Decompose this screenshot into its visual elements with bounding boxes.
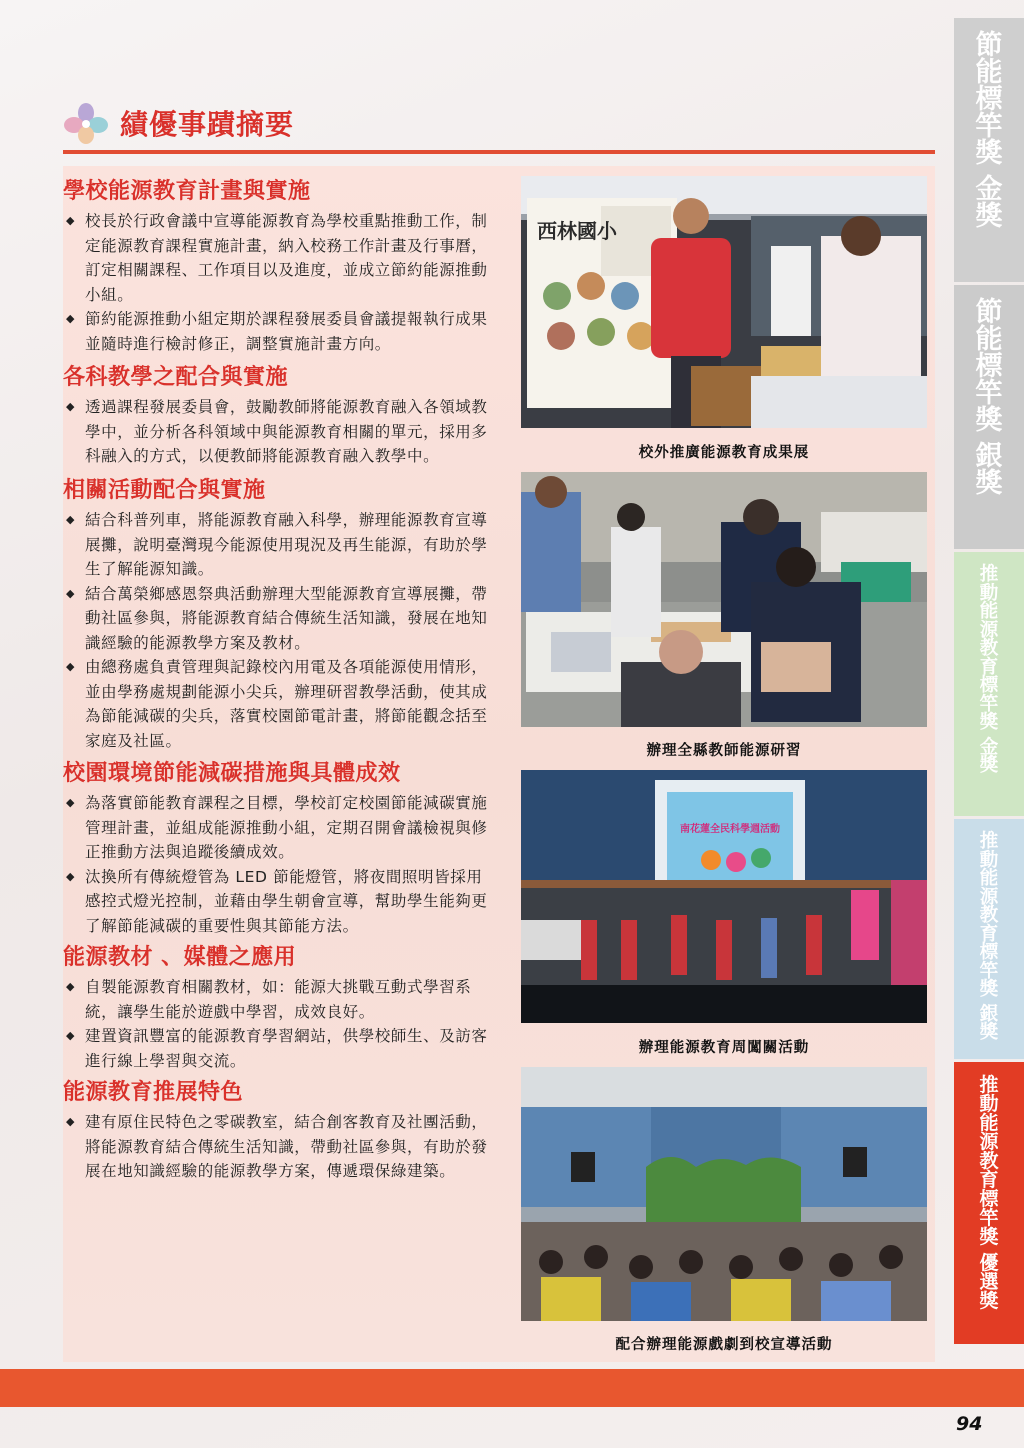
list-item-text: 透過課程發展委員會，鼓勵教師將能源教育融入各領域教學中，並分析各科領域中與能源教育相關的單元，採用多科融入的方式，以便教師將能源教育融入教學中。 bbox=[85, 398, 488, 465]
bullet-diamond-icon: ◆ bbox=[66, 660, 76, 673]
section-title: 各科教學之配合與實施 bbox=[63, 365, 289, 390]
booth-board-text: 西林國小 bbox=[537, 221, 617, 243]
list-item-text: 自製能源教育相關教材，如：能源大挑戰互動式學習系統，讓學生能於遊戲中學習，成效良好。 bbox=[85, 978, 472, 1021]
side-tab-label: 推 動 能 源 教 育 標 竿 獎 金 獎 bbox=[979, 564, 999, 777]
section-teaching-materials bbox=[63, 940, 493, 1073]
list-item-text: 結合萬榮鄉感恩祭典活動辦理大型能源教育宣導展攤，帶動社區參與，將能源教育結合傳統生活知識，發展在地知識經驗的能源教學方案及教材。 bbox=[85, 584, 488, 652]
list-item bbox=[63, 508, 493, 582]
side-tab-gold bbox=[954, 18, 1024, 282]
list-item-text: 為落實節能教育課程之目標，學校訂定校園節能減碳實施管理計畫，並組成能源推動小組，定期召開會議檢視與修正推動方法與追蹤後續成效。 bbox=[85, 794, 488, 861]
photo-energy-drama bbox=[521, 1067, 927, 1321]
list-item bbox=[63, 582, 493, 656]
page-number: 94 bbox=[956, 1413, 983, 1435]
list-item-text: 建有原住民特色之零碳教室，結合創客教育及社團活動，將能源教育結合傳統生活知識，帶動社區參與，有助於發展在地知識經驗的能源教學方案，傳遞環保綠建築。 bbox=[85, 1113, 488, 1180]
list-item bbox=[63, 1024, 493, 1073]
section-energy-plan bbox=[63, 174, 493, 356]
section-subject-teaching bbox=[63, 360, 493, 469]
flower-logo-icon bbox=[63, 102, 109, 144]
list-item bbox=[63, 1110, 493, 1184]
list-item-text: 汰換所有傳統燈管為 LED 節能燈管，將夜間照明皆採用感控式燈光控制，並藉由學生朝會宣導，幫助學生能夠更了解節能減碳的重要性與其節能方法。 bbox=[85, 867, 488, 935]
list-item-text: 建置資訊豐富的能源教育學習網站，供學校師生、及訪客進行線上學習與交流。 bbox=[85, 1027, 488, 1070]
side-tab-label: 節 能 標 竿 獎 銀 獎 bbox=[975, 297, 1003, 500]
photo-teacher-workshop bbox=[521, 472, 927, 727]
screen-text: 南花蓮全民科學週活動 bbox=[680, 824, 780, 835]
page-title: 績優事蹟摘要 bbox=[120, 108, 295, 141]
list-item bbox=[63, 655, 493, 753]
bullet-diamond-icon: ◆ bbox=[66, 980, 76, 993]
photo-caption: 校外推廣能源教育成果展 bbox=[638, 445, 810, 461]
bullet-diamond-icon: ◆ bbox=[66, 513, 76, 526]
header-divider bbox=[63, 150, 935, 154]
photo-caption: 辦理全縣教師能源研習 bbox=[646, 743, 802, 759]
side-tab-silver bbox=[954, 285, 1024, 549]
section-campus-environment bbox=[63, 756, 493, 938]
bullet-diamond-icon: ◆ bbox=[66, 869, 76, 883]
photo-caption: 配合辦理能源戲劇到校宣導活動 bbox=[615, 1337, 833, 1353]
list-item bbox=[63, 975, 493, 1024]
footer-bar bbox=[0, 1369, 1024, 1407]
list-item bbox=[63, 307, 493, 356]
bullet-diamond-icon: ◆ bbox=[66, 1029, 76, 1042]
list-item bbox=[63, 791, 493, 865]
list-item-text: 由總務處負責管理與記錄校內用電及各項能源使用情形，並由學務處規劃能源小尖兵，辦理研習教學活動，使其成為節能減碳的尖兵，落實校園節電計畫，將節能觀念括至家庭及社區。 bbox=[85, 658, 488, 750]
side-tab-label: 推 動 能 源 教 育 標 竿 獎 銀 獎 bbox=[979, 831, 999, 1044]
bullet-diamond-icon: ◆ bbox=[66, 400, 76, 413]
photo-energy-week bbox=[521, 770, 927, 1023]
side-tab-education-silver bbox=[954, 819, 1024, 1059]
section-title: 能源教育推展特色 bbox=[63, 1080, 244, 1105]
section-title: 相關活動配合與實施 bbox=[63, 478, 266, 503]
section-title: 校園環境節能減碳措施與具體成效 bbox=[63, 761, 401, 786]
list-item-text: 節約能源推動小組定期於課程發展委員會議提報執行成果並隨時進行檢討修正，調整實施計畫方向。 bbox=[85, 310, 488, 353]
section-promotion-features bbox=[63, 1075, 493, 1184]
side-tab-education-gold bbox=[954, 552, 1024, 816]
list-item-text: 校長於行政會議中宣導能源教育為學校重點推動工作，制定能源教育課程實施計畫，納入校務工作計畫及行事曆，訂定相關課程、工作項目以及進度，並成立節約能源推動小組。 bbox=[85, 212, 488, 304]
side-tab-label: 推 動 能 源 教 育 標 竿 獎 優 選 獎 bbox=[979, 1074, 999, 1312]
bullet-diamond-icon: ◆ bbox=[66, 1115, 76, 1128]
bullet-diamond-icon: ◆ bbox=[66, 214, 76, 227]
photo-caption: 辦理能源教育周闖關活動 bbox=[638, 1040, 810, 1056]
list-item-text: 結合科普列車，將能源教育融入科學，辦理能源教育宣導展攤，說明臺灣現今能源使用現況及再生能源，有助於學生了解能源知識。 bbox=[85, 511, 488, 578]
section-related-activities bbox=[63, 473, 493, 753]
list-item bbox=[63, 395, 493, 469]
side-tab-label: 節 能 標 竿 獎 金 獎 bbox=[975, 30, 1003, 233]
section-title: 學校能源教育計畫與實施 bbox=[63, 179, 311, 204]
bullet-diamond-icon: ◆ bbox=[66, 586, 76, 600]
side-tab-education-merit bbox=[954, 1062, 1024, 1344]
section-title: 能源教材 、媒體之應用 bbox=[63, 945, 297, 970]
bullet-diamond-icon: ◆ bbox=[66, 796, 76, 809]
bullet-diamond-icon: ◆ bbox=[66, 312, 76, 325]
photo-energy-exhibition bbox=[521, 176, 927, 428]
list-item bbox=[63, 209, 493, 307]
list-item bbox=[63, 865, 493, 939]
